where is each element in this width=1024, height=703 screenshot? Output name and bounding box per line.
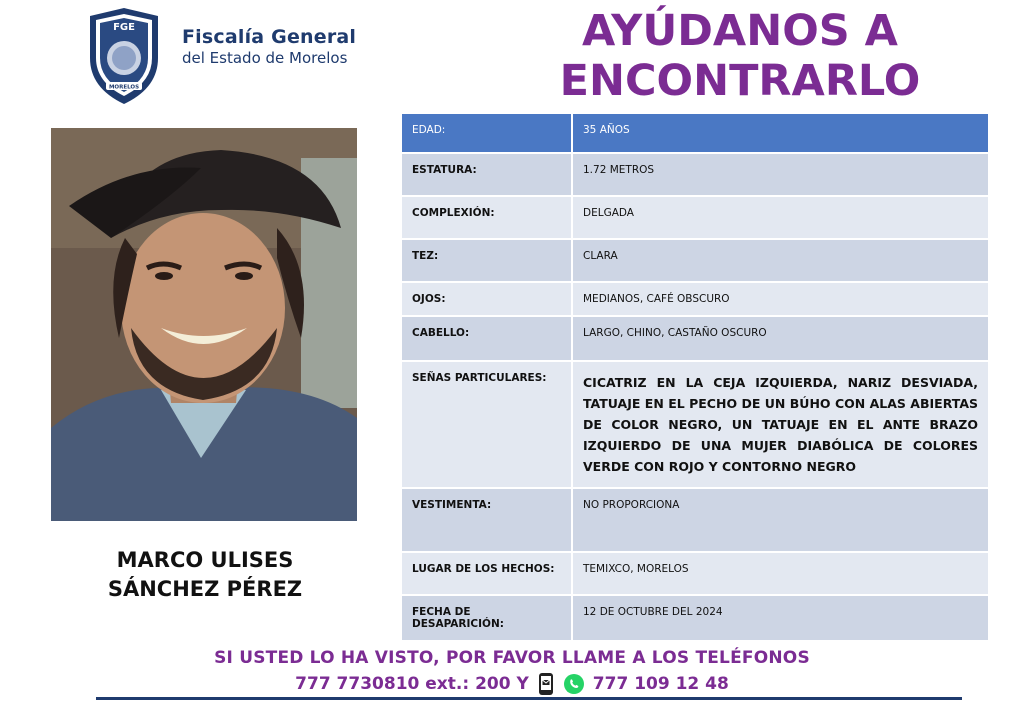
details-row <box>401 239 989 282</box>
headline-line2: ENCONTRARLO <box>559 56 921 106</box>
details-row <box>401 595 989 641</box>
details-row <box>401 196 989 239</box>
phone-line <box>295 672 729 696</box>
details-label: CABELLO: <box>401 316 572 361</box>
person-name <box>60 546 350 604</box>
details-label: LUGAR DE LOS HECHOS: <box>401 552 572 595</box>
details-label: ESTATURA: <box>401 153 572 196</box>
details-value: CICATRIZ EN LA CEJA IZQUIERDA, NARIZ DESVIADA, TATUAJE EN EL PECHO DE UN BÚHO CON ALAS ABIERTAS DE COLOR NEGRO, UN TATUAJE EN EL ANTE BRAZO IZQUIERDO DE UNA MUJER DIABÓLICA DE COLORES VERDE CON ROJO Y CONTORNO NEGRO <box>572 361 989 488</box>
headline <box>520 6 960 106</box>
details-value: NO PROPORCIONA <box>572 488 989 552</box>
details-value: TEMIXCO, MORELOS <box>572 552 989 595</box>
details-row <box>401 316 989 361</box>
details-row <box>401 552 989 595</box>
badge-acronym: FGE <box>113 22 135 33</box>
details-row <box>401 153 989 196</box>
details-value: DELGADA <box>572 196 989 239</box>
call-to-action: SI USTED LO HA VISTO, POR FAVOR LLAME A LOS TELÉFONOS <box>214 648 810 668</box>
details-value: 12 DE OCTUBRE DEL 2024 <box>572 595 989 641</box>
details-label: FECHA DE DESAPARICIÓN: <box>401 595 572 641</box>
contact-footer <box>0 648 1024 696</box>
fge-badge-logo <box>84 6 164 106</box>
details-label: TEZ: <box>401 239 572 282</box>
org-name-line2: del Estado de Morelos <box>182 49 348 67</box>
details-label: OJOS: <box>401 282 572 316</box>
org-name-line1: Fiscalía General <box>182 26 357 48</box>
organization-name <box>182 26 356 67</box>
person-name-line2: SÁNCHEZ PÉREZ <box>107 577 303 601</box>
headline-line1: AYÚDANOS A <box>582 6 898 56</box>
details-value: 35 AÑOS <box>572 113 989 153</box>
details-table <box>400 112 990 642</box>
details-row <box>401 361 989 488</box>
missing-person-photo <box>51 128 357 521</box>
phone-number-landline: 777 7730810 ext.: 200 Y <box>295 674 529 694</box>
details-label: EDAD: <box>401 113 572 153</box>
details-value: 1.72 METROS <box>572 153 989 196</box>
bottom-divider <box>96 697 962 700</box>
details-row <box>401 113 989 153</box>
whatsapp-icon <box>563 673 585 695</box>
badge-bottom-text: MORELOS <box>108 84 140 91</box>
details-label: VESTIMENTA: <box>401 488 572 552</box>
details-value: CLARA <box>572 239 989 282</box>
details-label: COMPLEXIÓN: <box>401 196 572 239</box>
details-row <box>401 488 989 552</box>
details-value: LARGO, CHINO, CASTAÑO OSCURO <box>572 316 989 361</box>
details-label: SEÑAS PARTICULARES: <box>401 361 572 488</box>
details-value: MEDIANOS, CAFÉ OBSCURO <box>572 282 989 316</box>
phone-number-whatsapp: 777 109 12 48 <box>592 674 729 694</box>
details-row <box>401 282 989 316</box>
person-name-line1: MARCO ULISES <box>116 548 294 572</box>
mobile-message-icon <box>537 672 555 696</box>
